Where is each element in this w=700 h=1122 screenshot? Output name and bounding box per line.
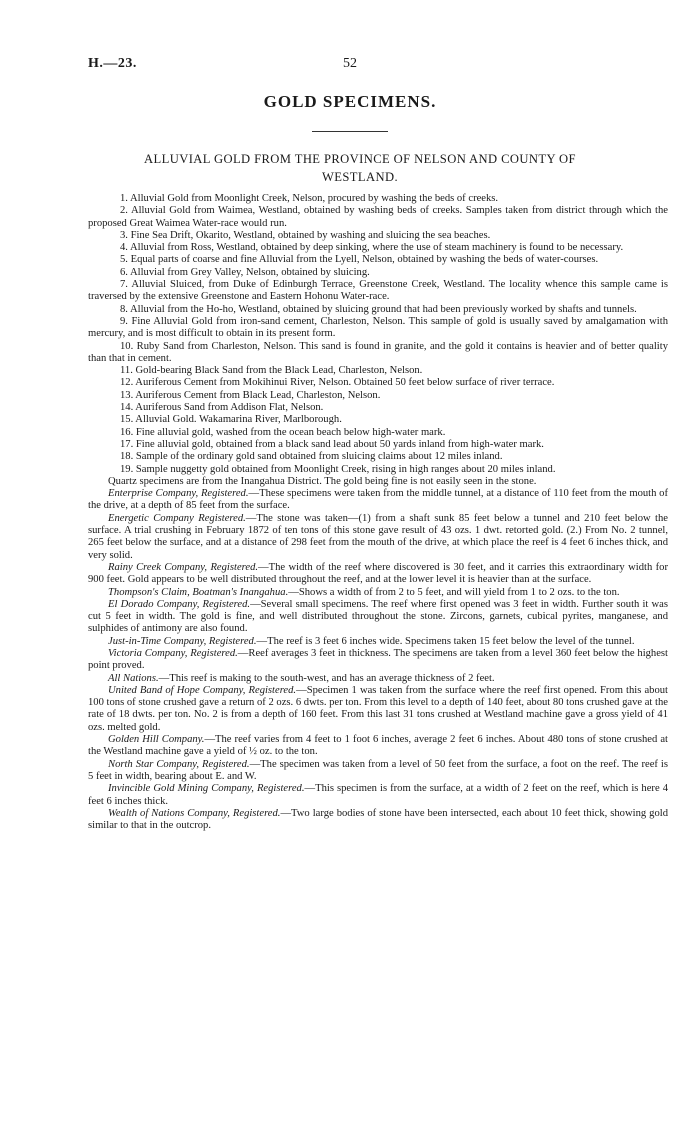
alluvial-item: 5. Equal parts of coarse and fine Alluvial from the Lyell, Nelson, obtained by washing the beds of water-courses. — [120, 254, 599, 266]
alluvial-list — [88, 193, 668, 476]
company-name: Golden Hill Company. — [108, 734, 205, 746]
quartz-entry — [88, 636, 668, 648]
entry-text: —Shows a width of from 2 to 5 feet, and will yield from 1 to 2 ozs. to the ton. — [288, 586, 620, 598]
alluvial-item: 19. Sample nuggetty gold obtained from Moonlight Creek, rising in high ranges about 20 miles inland. — [120, 463, 556, 475]
entry-text: —The width of the reef where discovered is 30 feet, and it carries this extraordinary width for 900 feet. Gold appears to be well distributed throughout the reef, and at the lower level it is heavier than at the surface. — [88, 561, 668, 586]
alluvial-item: 1. Alluvial Gold from Moonlight Creek, Nelson, procured by washing the beds of creeks. — [120, 193, 499, 204]
entry-text: —Two large bodies of stone have been intersected, each about 10 feet thick, showing gold similar to that in the outcrop. — [88, 807, 668, 832]
entry-text: —This reef is making to the south-west, and has an average thickness of 2 feet. — [158, 672, 495, 684]
quartz-entry — [88, 673, 668, 685]
company-name: North Star Company, Registered. — [108, 758, 250, 770]
quartz-entry — [88, 808, 668, 833]
company-name: All Nations. — [108, 672, 159, 684]
entry-text: —Several small specimens. The reef where first opened was 3 feet in width. Further south it was cut 5 feet in width. The gold is fine, and well distributed throughout the stone. Zircons, garnets, cubical pyrites, manganese, and sulphides of antimony are also found. — [88, 598, 668, 635]
report-reference: H.—23. — [88, 56, 137, 71]
company-name: El Dorado Company, Registered. — [108, 598, 251, 610]
alluvial-item: 4. Alluvial from Ross, Westland, obtained by deep sinking, where the use of steam machinery is found to be necessary. — [120, 242, 624, 254]
entry-text: —These specimens were taken from the middle tunnel, at a distance of 110 feet from the mouth of the drive, at a depth of 85 feet from the surface. — [88, 488, 669, 512]
company-name: Just-in-Time Company, Registered. — [108, 635, 257, 647]
page-number: 52 — [343, 56, 357, 71]
alluvial-item: 2. Alluvial Gold from Waimea, Westland, obtained by washing beds of creeks. Samples taken from district through which the proposed Great Waimea Water-race would run. — [88, 205, 668, 229]
entry-text: —Specimen 1 was taken from the surface where the reef first opened. From this about 100 tons of stone crushed gave a return of 2 ozs. 6 dwts. per ton. From this level to a depth of 140 feet, about 80 tons crushed gave at the rate of 18 dwts. per ton. No. 2 is from a depth of 160 feet. From this last 31 tons crushed at Westland machine gave a gross yield of 41 ozs. melted gold. — [88, 684, 668, 733]
quartz-entry — [88, 599, 668, 636]
entry-text: —The reef is 3 feet 6 inches wide. Specimens taken 15 feet below the level of the tunnel. — [256, 635, 635, 647]
alluvial-item: 8. Alluvial from the Ho-ho, Westland, obtained by sluicing ground that had been previously worked by shafts and tunnels. — [120, 303, 637, 315]
entry-text: —This specimen is from the surface, at a width of 2 feet on the reef, which is here 4 feet 6 inches thick. — [88, 783, 668, 807]
quartz-entry — [88, 488, 668, 513]
quartz-list — [88, 488, 668, 832]
entry-text: —The stone was taken—(1) from a shaft sunk 85 feet below a tunnel and 210 feet below the surface. A trial crushing in February 1872 of ten tons of this stone gave result of 43 ozs. 1 dwt. retorted gold. (2.) From No. 2 tunnel, 265 feet below the surface, and at a distance of 298 feet from the mouth of the drive, at which place the reef is 4 feet 6 inches thick, and very solid. — [88, 512, 668, 561]
quartz-entry — [88, 759, 668, 784]
quartz-entry — [88, 783, 668, 808]
quartz-entry — [88, 685, 668, 734]
page-title: GOLD SPECIMENS. — [263, 92, 437, 111]
company-name: Rainy Creek Company, Registered. — [108, 561, 259, 573]
quartz-entry — [88, 648, 668, 673]
company-name: Victoria Company, Registered. — [108, 647, 238, 659]
alluvial-item: 15. Alluvial Gold. Wakamarina River, Marlborough. — [120, 414, 342, 426]
subtitle-line-2: WESTLAND. — [321, 170, 398, 184]
quartz-entry — [88, 562, 668, 587]
page-header — [88, 56, 612, 76]
company-name: Enterprise Company, Registered. — [108, 488, 249, 500]
alluvial-item: 13. Auriferous Cement from Black Lead, Charleston, Nelson. — [120, 389, 381, 401]
alluvial-item: 6. Alluvial from Grey Valley, Nelson, obtained by sluicing. — [120, 266, 370, 278]
alluvial-item: 16. Fine alluvial gold, washed from the ocean beach below high-water mark. — [120, 426, 446, 438]
company-name: United Band of Hope Company, Registered. — [108, 684, 297, 696]
quartz-entry — [88, 513, 668, 562]
company-name: Wealth of Nations Company, Registered. — [108, 807, 281, 819]
subtitle-line-1: ALLUVIAL GOLD FROM THE PROVINCE OF NELSON AND COUNTY OF — [144, 152, 576, 166]
alluvial-item: 10. Ruby Sand from Charleston, Nelson. This sand is found in granite, and the gold it contains is heavier and of better quality than that in cement. — [88, 340, 668, 364]
alluvial-item: 12. Auriferous Cement from Mokihinui River, Nelson. Obtained 50 feet below surface of river terrace. — [120, 377, 555, 389]
entry-text: —The specimen was taken from a level of 50 feet from the surface, a foot on the reef. The reef is 5 feet in width, bearing about E. and W. — [88, 758, 668, 782]
alluvial-item: 17. Fine alluvial gold, obtained from a black sand lead about 50 yards inland from high-water mark. — [120, 438, 544, 450]
title-divider — [312, 131, 388, 132]
alluvial-item: 11. Gold-bearing Black Sand from the Black Lead, Charleston, Nelson. — [120, 365, 423, 377]
company-name: Thompson's Claim, Boatman's Inangahua. — [108, 586, 289, 598]
document-body — [88, 193, 668, 832]
alluvial-item: 7. Alluvial Sluiced, from Duke of Edinburgh Terrace, Greenstone Creek, Westland. The locality whence this sample came is traversed by the extensive Greenstone and Eastern Hohonu Water-race. — [88, 279, 668, 303]
quartz-intro: Quartz specimens are from the Inangahua District. The gold being fine is not easily seen in the stone. — [108, 475, 537, 487]
alluvial-item: 14. Auriferous Sand from Addison Flat, Nelson. — [120, 402, 324, 414]
quartz-entry — [88, 587, 668, 599]
entry-text: —Reef averages 3 feet in thickness. The specimens are taken from a level 360 feet below the highest point proved. — [88, 647, 668, 672]
company-name: Invincible Gold Mining Company, Registered. — [108, 783, 305, 795]
quartz-entry — [88, 734, 668, 759]
entry-text: —The reef varies from 4 feet to 1 foot 6 inches, average 2 feet 6 inches. About 480 tons of stone crushed at the Westland machine gave a yield of ½ oz. to the ton. — [88, 734, 668, 758]
alluvial-item: 9. Fine Alluvial Gold from iron-sand cement, Charleston, Nelson. This sample of gold is usually saved by amalgamation with mercury, and is most difficult to obtain in its present form. — [88, 315, 668, 340]
alluvial-item: 18. Sample of the ordinary gold sand obtained from sluicing claims about 12 miles inland. — [120, 451, 503, 463]
company-name: Energetic Company Registered. — [108, 512, 246, 524]
section-subtitle — [110, 150, 610, 186]
alluvial-item: 3. Fine Sea Drift, Okarito, Westland, obtained by washing and sluicing the sea beaches. — [120, 229, 491, 241]
